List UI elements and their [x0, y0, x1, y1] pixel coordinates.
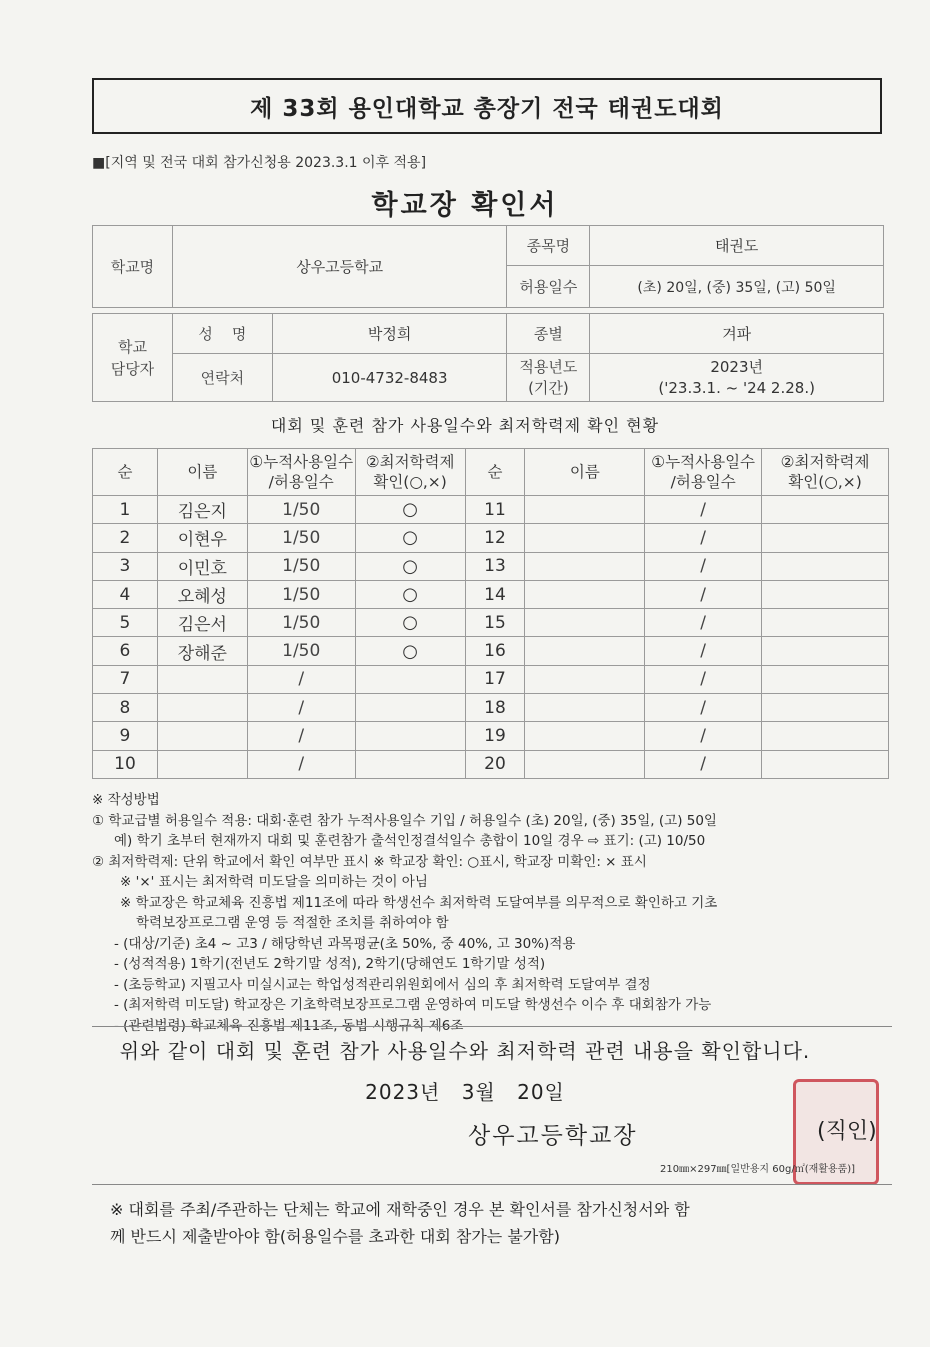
- row-number: 8: [93, 694, 158, 722]
- row-number: 18: [465, 694, 525, 722]
- min-academic-check: ○: [355, 609, 465, 637]
- min-academic-check: [762, 665, 889, 693]
- row-number: 19: [465, 722, 525, 750]
- min-academic-check: [762, 524, 889, 552]
- row-number: 2: [93, 524, 158, 552]
- document-title-box: [92, 78, 882, 134]
- form-subtitle: ■[지역 및 전국 대회 참가신청용 2023.3.1 이후 적용]: [92, 155, 427, 171]
- header-used: ①누적사용일수 /허용일수: [247, 449, 355, 496]
- row-number: 3: [93, 552, 158, 580]
- footer-note: ※ 대회를 주최/주관하는 단체는 학교에 재학중인 경우 본 확인서를 참가신청서와 함 께 반드시 제출받아야 함(허용일수를 초과한 대회 참가는 불가함): [110, 1200, 690, 1246]
- detail-4: - (최저학력 미도달) 학교장은 기초학력보장프로그램 운영하여 미도달 학생선수 이수 후 대회참가 가능: [114, 997, 712, 1013]
- student-name: [525, 665, 645, 693]
- year-value: 2023년: [710, 357, 764, 376]
- days-used: /: [645, 524, 762, 552]
- year-cell: [590, 354, 884, 402]
- issue-date: 2023년 3월 20일: [365, 1080, 565, 1104]
- student-name: [157, 694, 247, 722]
- category-value: 겨파: [590, 314, 884, 354]
- row-number: 13: [465, 552, 525, 580]
- min-academic-check: [355, 750, 465, 778]
- list-caption: 대회 및 훈련 참가 사용일수와 최저학력제 확인 현황: [270, 416, 660, 435]
- row-number: 17: [465, 665, 525, 693]
- min-academic-check: ○: [355, 580, 465, 608]
- table-row: [93, 665, 889, 693]
- min-academic-check: ○: [355, 637, 465, 665]
- manager-name-value: 박정희: [272, 314, 507, 354]
- student-name: 이현우: [157, 524, 247, 552]
- days-used: /: [645, 552, 762, 580]
- student-name: [525, 524, 645, 552]
- row-number: 20: [465, 750, 525, 778]
- days-used: 1/50: [247, 609, 355, 637]
- days-used: 1/50: [247, 496, 355, 524]
- student-name: 오혜성: [157, 580, 247, 608]
- header-min-2: ②최저학력제 확인(○,×): [762, 449, 889, 496]
- divider-bottom: [92, 1184, 892, 1185]
- student-name: [525, 580, 645, 608]
- divider: [92, 1026, 892, 1027]
- note-3: ※ '×' 표시는 최저학력 미도달을 의미하는 것이 아님: [120, 874, 428, 890]
- row-number: 9: [93, 722, 158, 750]
- header-no: 순: [93, 449, 158, 496]
- days-used: /: [247, 722, 355, 750]
- student-name: [525, 552, 645, 580]
- min-academic-check: [762, 694, 889, 722]
- school-name-label: 학교명: [93, 226, 173, 308]
- detail-2: - (성적적용) 1학기(전년도 2학기말 성적), 2학기(당해연도 1학기말 성적): [114, 956, 546, 972]
- header-used-2: ①누적사용일수 /허용일수: [645, 449, 762, 496]
- min-academic-check: [762, 750, 889, 778]
- row-number: 1: [93, 496, 158, 524]
- note-4-cont: 학력보장프로그램 운영 등 적절한 조치를 취하여야 함: [136, 915, 449, 931]
- days-used: /: [645, 609, 762, 637]
- days-used: 1/50: [247, 637, 355, 665]
- row-number: 5: [93, 609, 158, 637]
- seal-label: (직인): [817, 1119, 877, 1144]
- row-number: 14: [465, 580, 525, 608]
- table-row: [93, 694, 889, 722]
- contact-value: 010-4732-8483: [272, 354, 507, 402]
- student-name: [525, 637, 645, 665]
- header-no-2: 순: [465, 449, 525, 496]
- instructions: [92, 790, 892, 1036]
- confirmation-statement: 위와 같이 대회 및 훈련 참가 사용일수와 최저학력 관련 내용을 확인합니다.: [119, 1039, 811, 1063]
- days-used: /: [645, 665, 762, 693]
- event-label: 종목명: [507, 226, 590, 266]
- days-used: /: [645, 694, 762, 722]
- principal-signature: 상우고등학교장: [468, 1123, 638, 1149]
- table-row: [93, 496, 889, 524]
- period-value: ('23.3.1. ~ '24 2.28.): [658, 378, 815, 397]
- days-used: /: [247, 665, 355, 693]
- min-academic-check: [762, 609, 889, 637]
- table-row: [93, 580, 889, 608]
- note-4: ※ 학교장은 학교체육 진흥법 제11조에 따라 학생선수 최저학력 도달여부를 의무적으로 확인하고 기초: [120, 894, 718, 911]
- student-name: 이민호: [157, 552, 247, 580]
- row-number: 16: [465, 637, 525, 665]
- header-name-2: 이름: [525, 449, 645, 496]
- student-name: 장해준: [157, 637, 247, 665]
- year-label: 적용년도 (기간): [507, 354, 590, 402]
- student-name: [525, 496, 645, 524]
- event-title: 제 33회 용인대학교 총장기 전국 태권도대회: [250, 95, 724, 122]
- detail-1: - (대상/기준) 초4 ~ 고3 / 해당학년 과목평균(초 50%, 중 40%, 고 30%)적용: [114, 935, 576, 952]
- category-label: 종별: [507, 314, 590, 354]
- row-number: 11: [465, 496, 525, 524]
- days-used: /: [645, 722, 762, 750]
- min-academic-check: [355, 694, 465, 722]
- student-name: [157, 665, 247, 693]
- student-name: 김은서: [157, 609, 247, 637]
- row-number: 7: [93, 665, 158, 693]
- table-row: [93, 552, 889, 580]
- min-academic-check: ○: [355, 496, 465, 524]
- detail-5: - (관련법령) 학교체육 진흥법 제11조, 동법 시행규칙 제6조: [114, 1017, 464, 1034]
- school-name-value: 상우고등학교: [172, 226, 507, 308]
- days-used: /: [645, 637, 762, 665]
- note-1-example: 예) 학기 초부터 현재까지 대회 및 훈련참가 출석인정결석일수 총합이 10일 경우 ⇨ 표기: (고) 10/50: [114, 833, 706, 849]
- student-name: [525, 722, 645, 750]
- row-number: 4: [93, 580, 158, 608]
- days-used: /: [645, 580, 762, 608]
- table-row: [93, 524, 889, 552]
- days-used: /: [247, 694, 355, 722]
- min-academic-check: [355, 665, 465, 693]
- row-number: 15: [465, 609, 525, 637]
- days-used: /: [247, 750, 355, 778]
- notes-heading: ※ 작성방법: [92, 792, 160, 808]
- event-value: 태권도: [590, 226, 884, 266]
- school-info-table: [92, 225, 884, 402]
- paper-spec: 210㎜×297㎜[일반용지 60g/㎡(재활용품)]: [660, 1164, 856, 1175]
- manager-label: 학교 담당자: [93, 314, 173, 402]
- row-number: 6: [93, 637, 158, 665]
- table-row: [93, 609, 889, 637]
- student-name: [525, 609, 645, 637]
- min-academic-check: [762, 580, 889, 608]
- header-min: ②최저학력제 확인(○,×): [355, 449, 465, 496]
- student-name: 김은지: [157, 496, 247, 524]
- doc-title: 학교장 확인서: [371, 190, 559, 221]
- min-academic-check: [762, 552, 889, 580]
- min-academic-check: [355, 722, 465, 750]
- student-name: [157, 722, 247, 750]
- min-academic-check: [762, 637, 889, 665]
- detail-3: - (초등학교) 지필고사 미실시교는 학업성적관리위원회에서 심의 후 최저학력 도달여부 결정: [114, 976, 651, 993]
- contact-label: 연락처: [172, 354, 272, 402]
- days-used: 1/50: [247, 552, 355, 580]
- allowed-days-label: 허용일수: [507, 266, 590, 308]
- row-number: 10: [93, 750, 158, 778]
- min-academic-check: ○: [355, 552, 465, 580]
- days-used: 1/50: [247, 580, 355, 608]
- header-name: 이름: [157, 449, 247, 496]
- allowed-days-value: (초) 20일, (중) 35일, (고) 50일: [590, 266, 884, 308]
- row-number: 12: [465, 524, 525, 552]
- table-row: [93, 750, 889, 778]
- days-used: 1/50: [247, 524, 355, 552]
- manager-name-label: 성 명: [172, 314, 272, 354]
- days-used: /: [645, 496, 762, 524]
- participation-table: [92, 448, 889, 779]
- student-name: [525, 750, 645, 778]
- days-used: /: [645, 750, 762, 778]
- min-academic-check: [762, 496, 889, 524]
- table-row: [93, 722, 889, 750]
- student-name: [157, 750, 247, 778]
- note-2: ② 최저학력제: 단위 학교에서 확인 여부만 표시 ※ 학교장 확인: ○표시, 학교장 미확인: × 표시: [92, 853, 647, 870]
- min-academic-check: [762, 722, 889, 750]
- min-academic-check: ○: [355, 524, 465, 552]
- student-name: [525, 694, 645, 722]
- note-1: ① 학교급별 허용일수 적용: 대회·훈련 참가 누적사용일수 기입 / 허용일수 (초) 20일, (중) 35일, (고) 50일: [92, 812, 717, 829]
- table-row: [93, 637, 889, 665]
